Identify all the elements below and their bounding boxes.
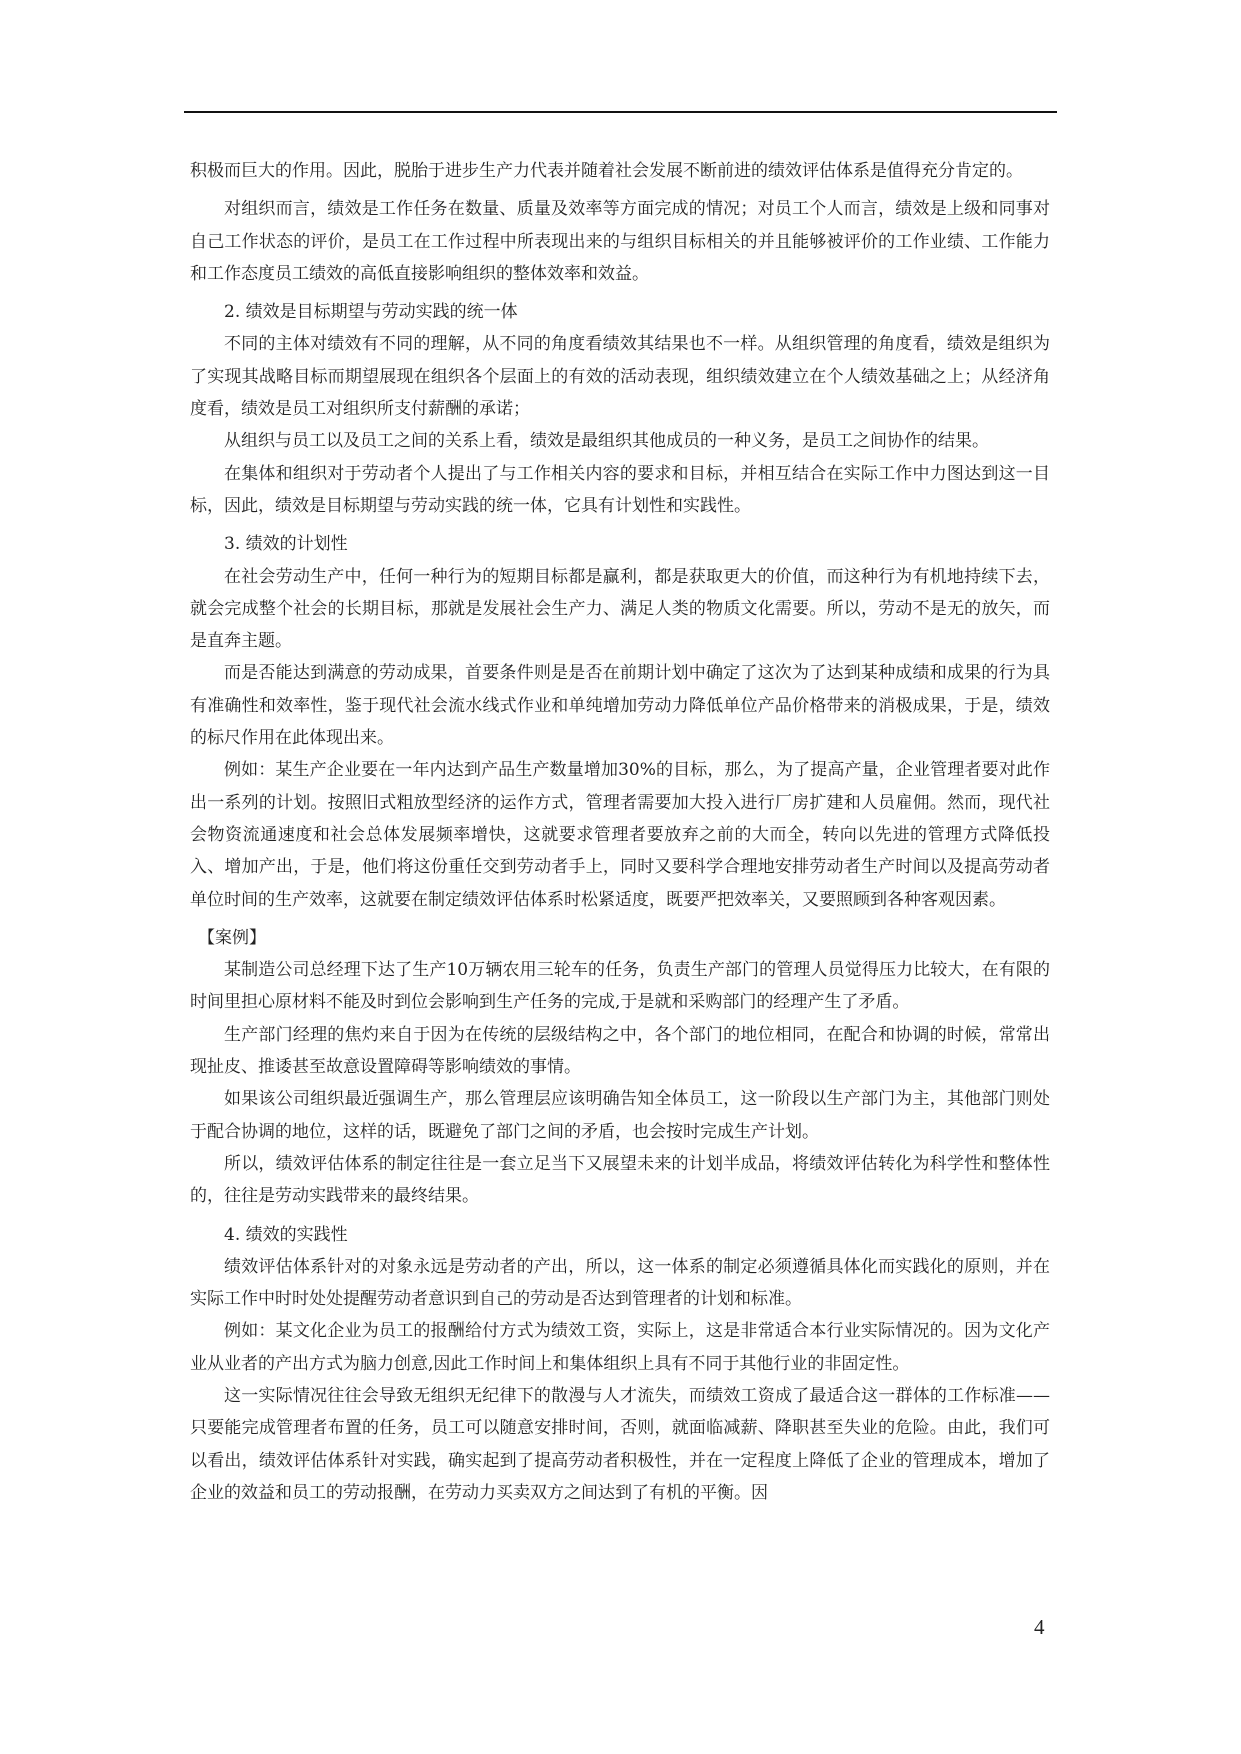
section-heading: 2. 绩效是目标期望与劳动实践的统一体 — [224, 302, 518, 323]
header-rule — [184, 111, 1057, 113]
page-number: 4 — [1034, 1615, 1045, 1639]
paragraph: 所以，绩效评估体系的制定往往是一套立足当下又展望未来的计划半成品，将绩效评估转化为科学性和整体性的，往往是劳动实践带来的最终结果。 — [190, 1153, 1050, 1207]
paragraph: 绩效评估体系针对的对象永远是劳动者的产出，所以，这一体系的制定必须遵循具体化而实践化的原则，并在实际工作中时时处处提醒劳动者意识到自己的劳动是否达到管理者的计划和标准。 — [190, 1256, 1050, 1310]
case-label: 【案例】 — [198, 927, 266, 948]
paragraph: 例如：某生产企业要在一年内达到产品生产数量增加30%的目标，那么，为了提高产量，企业管理者要对此作出一系列的计划。按照旧式粗放型经济的运作方式，管理者需要加大投入进行厂房扩建和人员雇佣。然而，现代社会物资流通速度和社会总体发展频率增快，这就要求管理者要放弃之前的大而全，转向以先进的管理方式降低投入、增加产出，于是，他们将这份重任交到劳动者手上，同时又要科学合理地安排劳动者生产时间以及提高劳动者单位时间的生产效率，这就要在制定绩效评估体系时松紧适度，既要严把效率关，又要照顾到各种客观因素。 — [190, 760, 1050, 910]
paragraph: 这一实际情况往往会导致无组织无纪律下的散漫与人才流失，而绩效工资成了最适合这一群体的工作标准——只要能完成管理者布置的任务，员工可以随意安排时间，否则，就面临减薪、降职甚至失业的危险。由此，我们可以看出，绩效评估体系针对实践，确实起到了提高劳动者积极性，并在一定程度上降低了企业的管理成本，增加了企业的效益和员工的劳动报酬，在劳动力买卖双方之间达到了有机的平衡。因 — [190, 1385, 1050, 1503]
section-heading: 3. 绩效的计划性 — [224, 534, 348, 555]
paragraph: 如果该公司组织最近强调生产，那么管理层应该明确告知全体员工，这一阶段以生产部门为主，其他部门则处于配合协调的地位，这样的话，既避免了部门之间的矛盾，也会按时完成生产计划。 — [190, 1089, 1050, 1142]
paragraph: 在社会劳动生产中，任何一种行为的短期目标都是赢利，都是获取更大的价值，而这种行为有机地持续下去，就会完成整个社会的长期目标，那就是发展社会生产力、满足人类的物质文化需要。所以，劳动不是无的放矢，而是直奔主题。 — [190, 566, 1050, 652]
paragraph-continuation: 积极而巨大的作用。因此，脱胎于进步生产力代表并随着社会发展不断前进的绩效评估体系是值得充分肯定的。 — [190, 161, 1023, 181]
paragraph: 不同的主体对绩效有不同的理解，从不同的角度看绩效其结果也不一样。从组织管理的角度看，绩效是组织为了实现其战略目标而期望展现在组织各个层面上的有效的活动表现，组织绩效建立在个人绩效基础之上；从经济角度看，绩效是员工对组织所支付薪酬的承诺； — [190, 334, 1050, 420]
section-heading: 4. 绩效的实践性 — [224, 1224, 348, 1245]
paragraph: 例如：某文化企业为员工的报酬给付方式为绩效工资，实际上，这是非常适合本行业实际情况的。因为文化产业从业者的产出方式为脑力创意,因此工作时间上和集体组织上具有不同于其他行业的非固定性。 — [190, 1321, 1050, 1374]
document-body — [190, 155, 1050, 1509]
paragraph: 生产部门经理的焦灼来自于因为在传统的层级结构之中，各个部门的地位相同，在配合和协调的时候，常常出现扯皮、推诿甚至故意设置障碍等影响绩效的事情。 — [190, 1024, 1050, 1078]
paragraph: 在集体和组织对于劳动者个人提出了与工作相关内容的要求和目标，并相互结合在实际工作中力图达到这一目标，因此，绩效是目标期望与劳动实践的统一体，它具有计划性和实践性。 — [190, 463, 1050, 516]
paragraph: 对组织而言，绩效是工作任务在数量、质量及效率等方面完成的情况；对员工个人而言，绩效是上级和同事对自己工作状态的评价，是员工在工作过程中所表现出来的与组织目标相关的并且能够被评价的工作业绩、工作能力和工作态度员工绩效的高低直接影响组织的整体效率和效益。 — [190, 199, 1050, 284]
paragraph: 从组织与员工以及员工之间的关系上看，绩效是最组织其他成员的一种义务，是员工之间协作的结果。 — [224, 431, 989, 452]
paragraph: 某制造公司总经理下达了生产10万辆农用三轮车的任务，负责生产部门的管理人员觉得压力比较大，在有限的时间里担心原材料不能及时到位会影响到生产任务的完成,于是就和采购部门的经理产生了矛盾。 — [190, 960, 1050, 1013]
paragraph: 而是否能达到满意的劳动成果，首要条件则是是否在前期计划中确定了这次为了达到某种成绩和成果的行为具有准确性和效率性，鉴于现代社会流水线式作业和单纯增加劳动力降低单位产品价格带来的消极成果，于是，绩效的标尺作用在此体现出来。 — [190, 663, 1050, 749]
